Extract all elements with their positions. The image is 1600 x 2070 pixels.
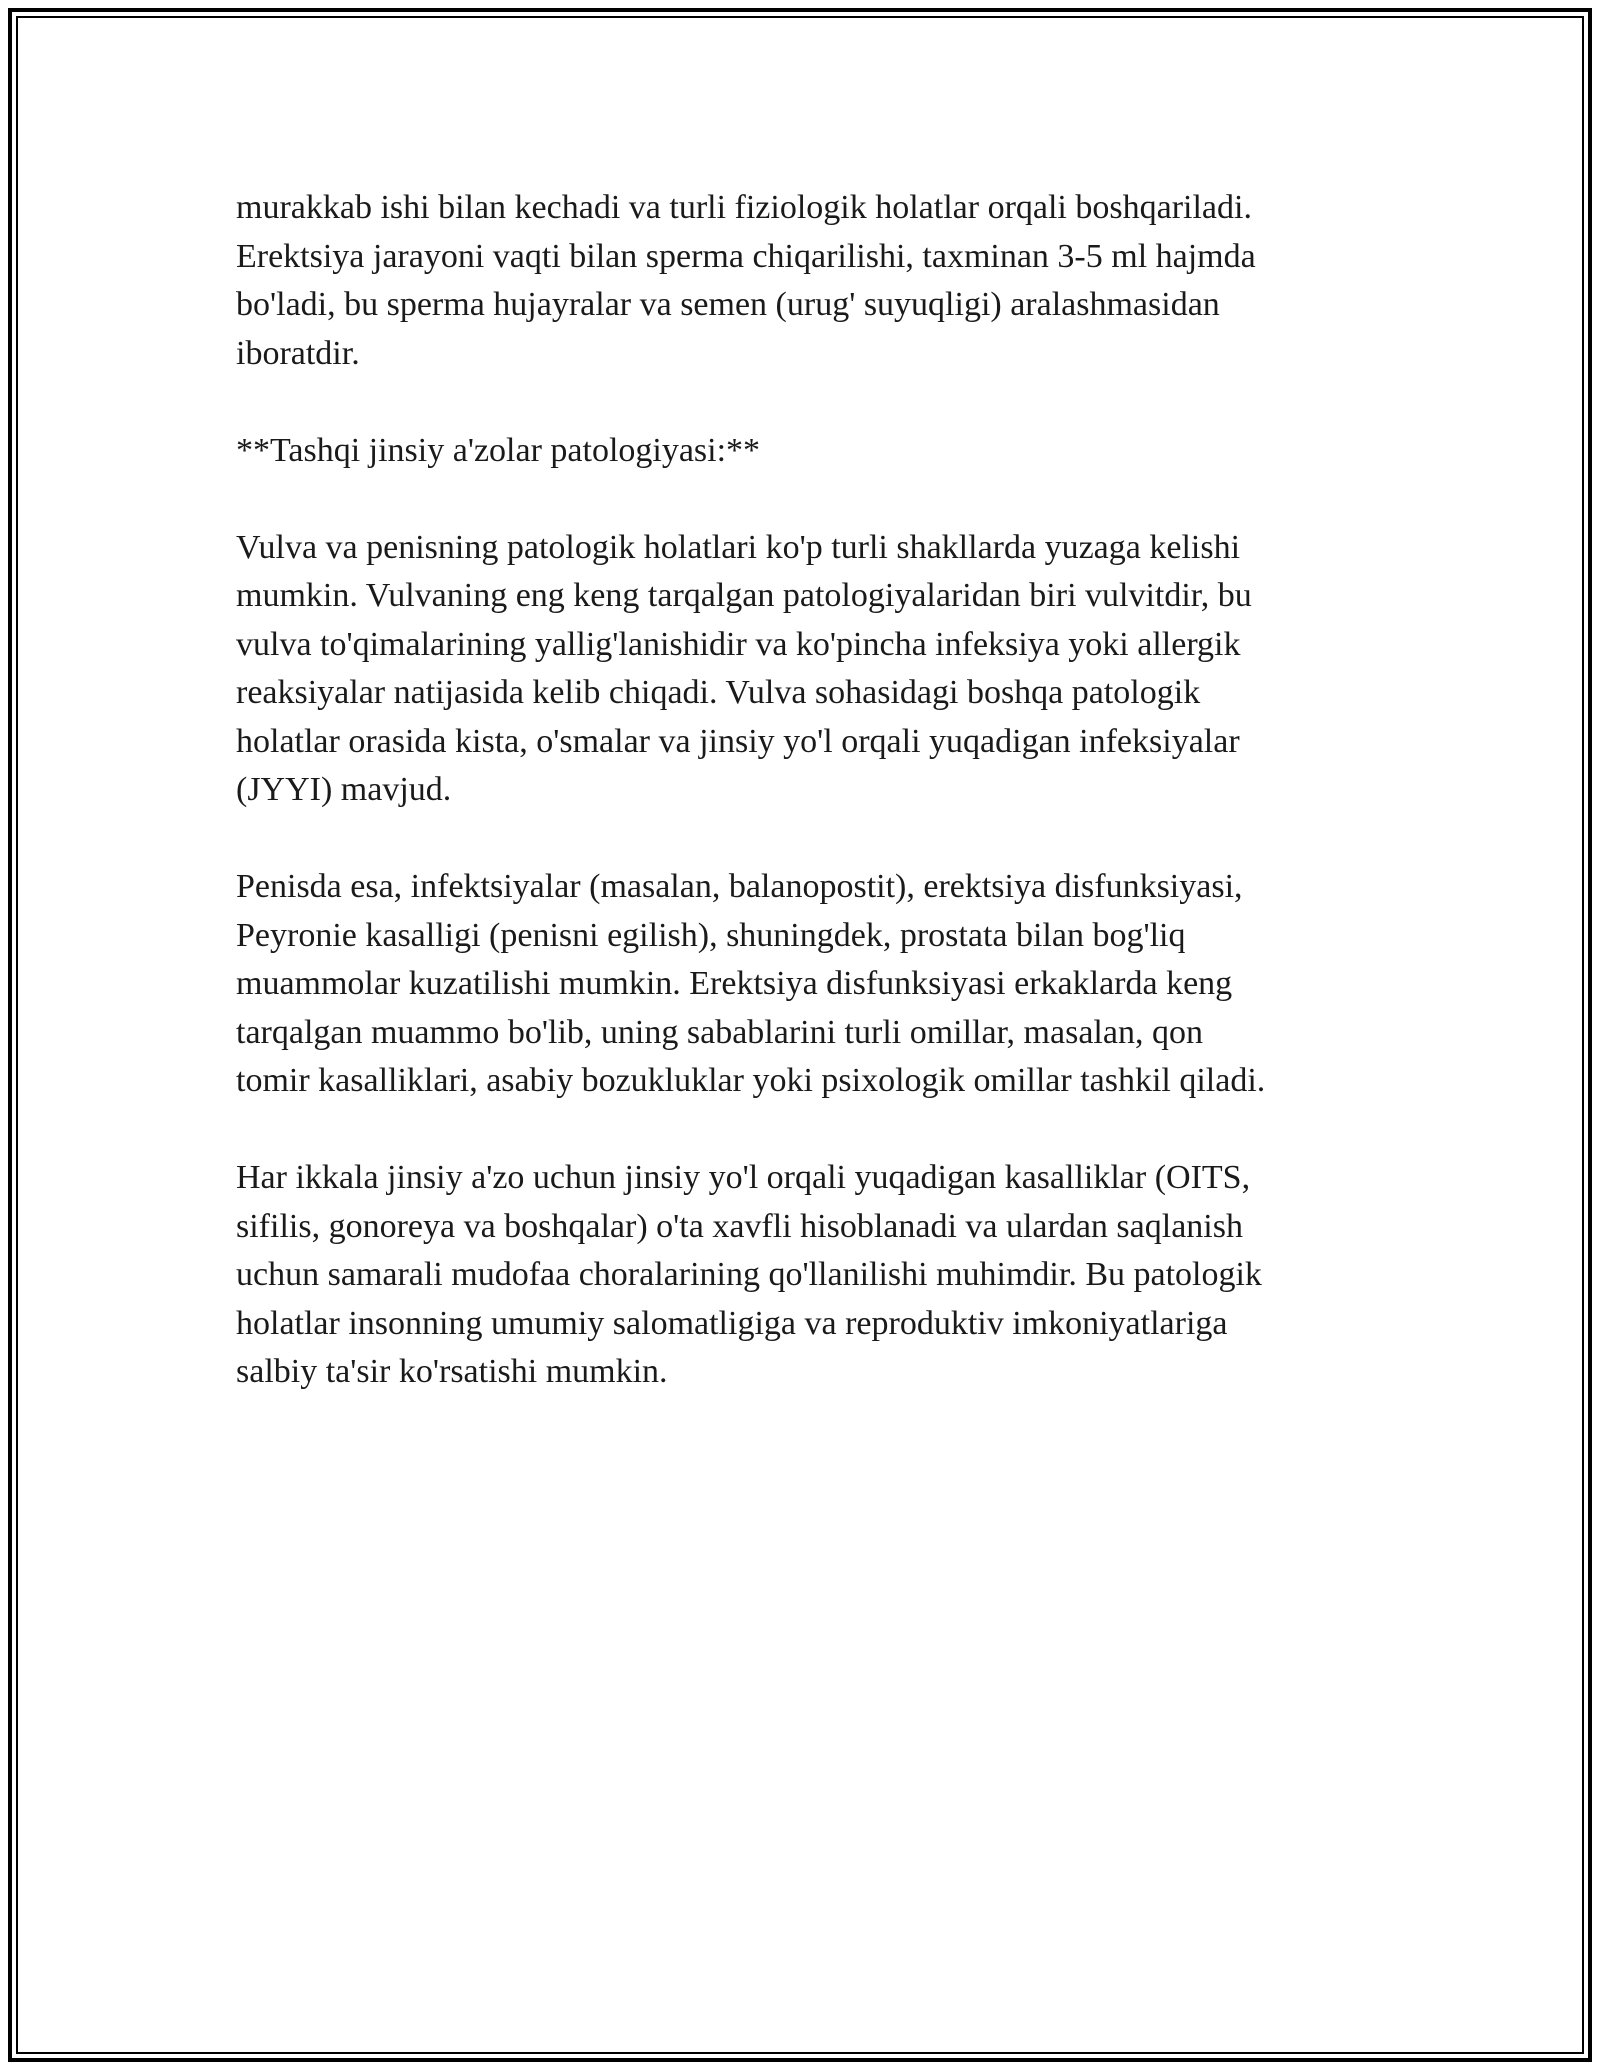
paragraph-vulva-pathology: Vulva va penisning patologik holatlari ko'p turli shakllarda yuzaga kelishi mumkin. Vulvaning eng keng tarqalgan patologiyalaridan biri vulvitdir, bu vulva to'qimalarining yallig'lanishidir va ko'pincha infeksiya yoki allergik reaksiyalar natijasida kelib chiqadi. Vulva sohasidagi boshqa patologik holatlar orasida kista, o'smalar va jinsiy yo'l orqali yuqadigan infeksiyalar (JYYI) mavjud. xyxy=(236,528,1252,808)
section-heading: **Tashqi jinsiy a'zolar patologiyasi:** xyxy=(236,431,761,469)
paragraph-penis-pathology: Penisda esa, infektsiyalar (masalan, balanopostit), erektsiya disfunksiyasi, Peyronie kasalligi (penisni egilish), shuningdek, prostata bilan bog'liq muammolar kuzatilishi mumkin. Erektsiya disfunksiyasi erkaklarda keng tarqalgan muammo bo'lib, uning sabablarini turli omillar, masalan, qon tomir kasalliklari, asabiy bozukluklar yoki psixologik omillar tashkil qiladi. xyxy=(236,868,1266,1099)
paragraph-sti-conclusion: Har ikkala jinsiy a'zo uchun jinsiy yo'l orqali yuqadigan kasalliklar (OITS, sifilis, gonoreya va boshqalar) o'ta xavfli hisoblanadi va ulardan saqlanish uchun samarali mudofaa choralarining qo'llanilishi muhimdir. Bu patologik holatlar insonning umumiy salomatligiga va reproduktiv imkoniyatlariga salbiy ta'sir ko'rsatishi mumkin. xyxy=(236,1159,1262,1390)
document-body xyxy=(236,184,1366,1445)
paragraph-intro-continuation: murakkab ishi bilan kechadi va turli fiziologik holatlar orqali boshqariladi. Erektsiya jarayoni vaqti bilan sperma chiqarilishi, taxminan 3-5 ml hajmda bo'ladi, bu sperma hujayralar va semen (urug' suyuqligi) aralashmasidan iboratdir. xyxy=(236,189,1256,372)
